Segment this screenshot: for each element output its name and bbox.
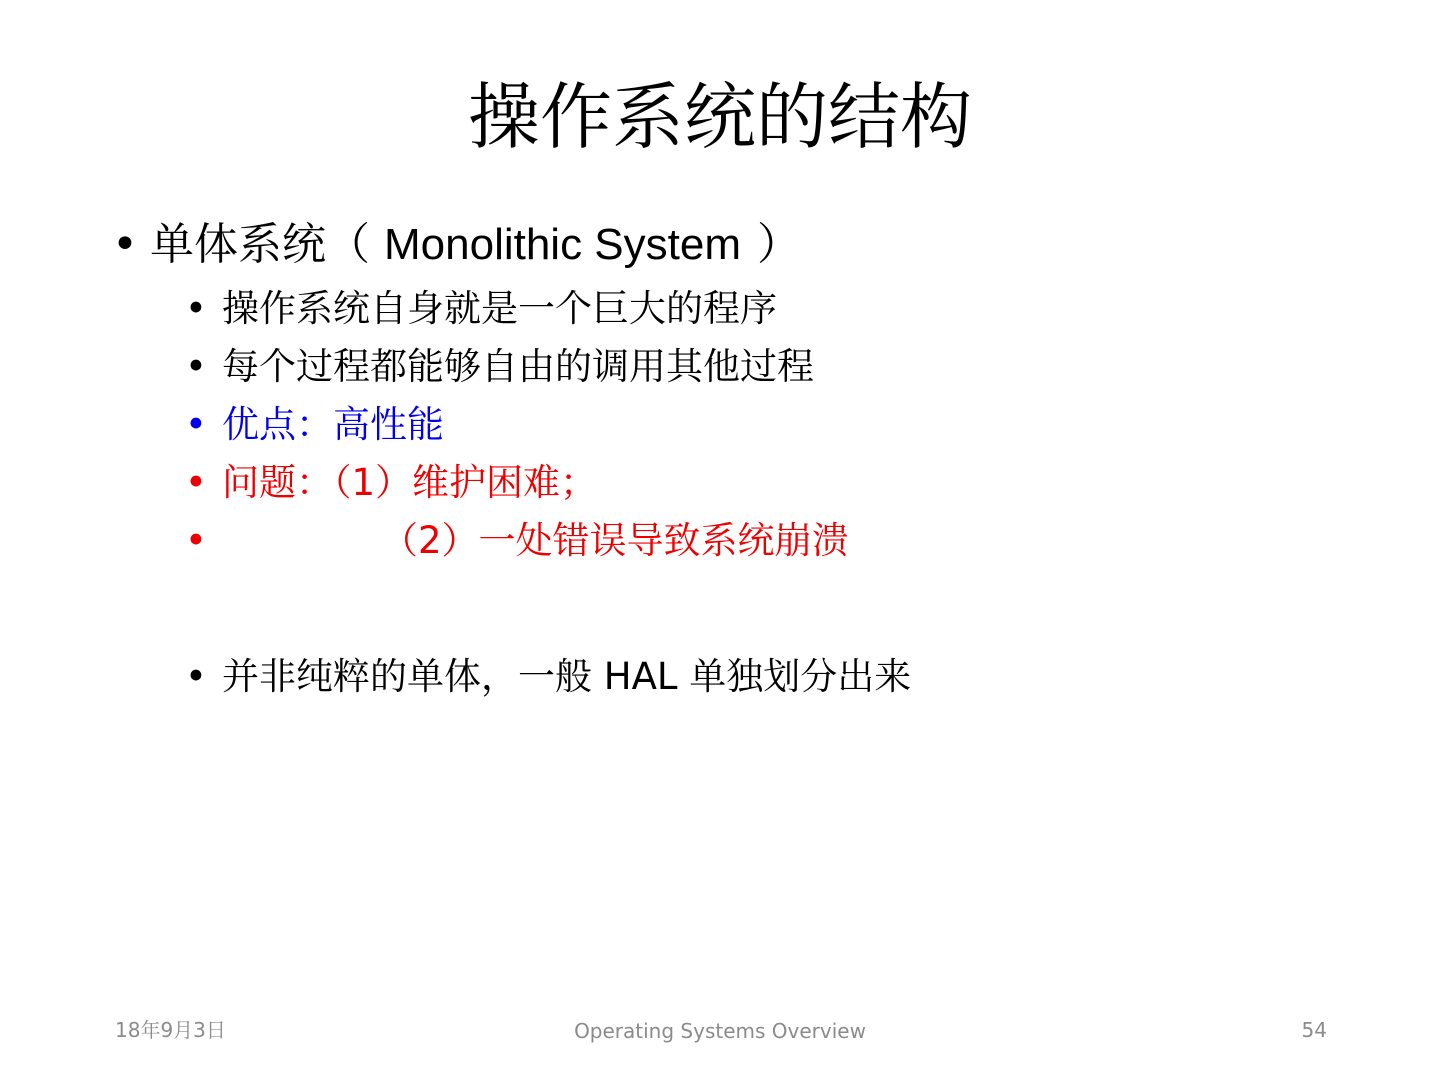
sub-bullet-text: （2）一处错误导致系统崩溃 bbox=[381, 519, 849, 562]
bullet-dot: • bbox=[185, 403, 207, 446]
sub-bullet-text: 并非纯粹的单体，一般 HAL 单独划分出来 bbox=[222, 655, 912, 698]
sub-bullet-text: 优点：高性能 bbox=[222, 403, 444, 446]
bullet-text bbox=[150, 218, 801, 272]
bullet-text-cn: 单体系统（ bbox=[150, 219, 370, 270]
bullet-dot: • bbox=[185, 655, 207, 698]
bullet-text-latin: Monolithic System bbox=[384, 220, 742, 269]
bullet-text-close: ） bbox=[757, 219, 802, 270]
bullet-dot: • bbox=[185, 519, 207, 562]
page-number: 54 bbox=[1301, 1018, 1327, 1042]
bullet-dot: • bbox=[185, 461, 207, 504]
bullet-dot: • bbox=[185, 287, 207, 330]
sub-bullet-text: 操作系统自身就是一个巨大的程序 bbox=[222, 287, 777, 330]
sub-bullet-text: 问题：（1）维护困难； bbox=[222, 461, 598, 504]
slide-title: 操作系统的结构 bbox=[467, 75, 972, 159]
footer-date: 18年9月3日 bbox=[115, 1018, 226, 1042]
footer-title: Operating Systems Overview bbox=[574, 1019, 866, 1043]
sub-bullet-text: 每个过程都能够自由的调用其他过程 bbox=[222, 345, 814, 388]
bullet-dot: • bbox=[185, 345, 207, 388]
bullet-dot: • bbox=[112, 219, 138, 270]
